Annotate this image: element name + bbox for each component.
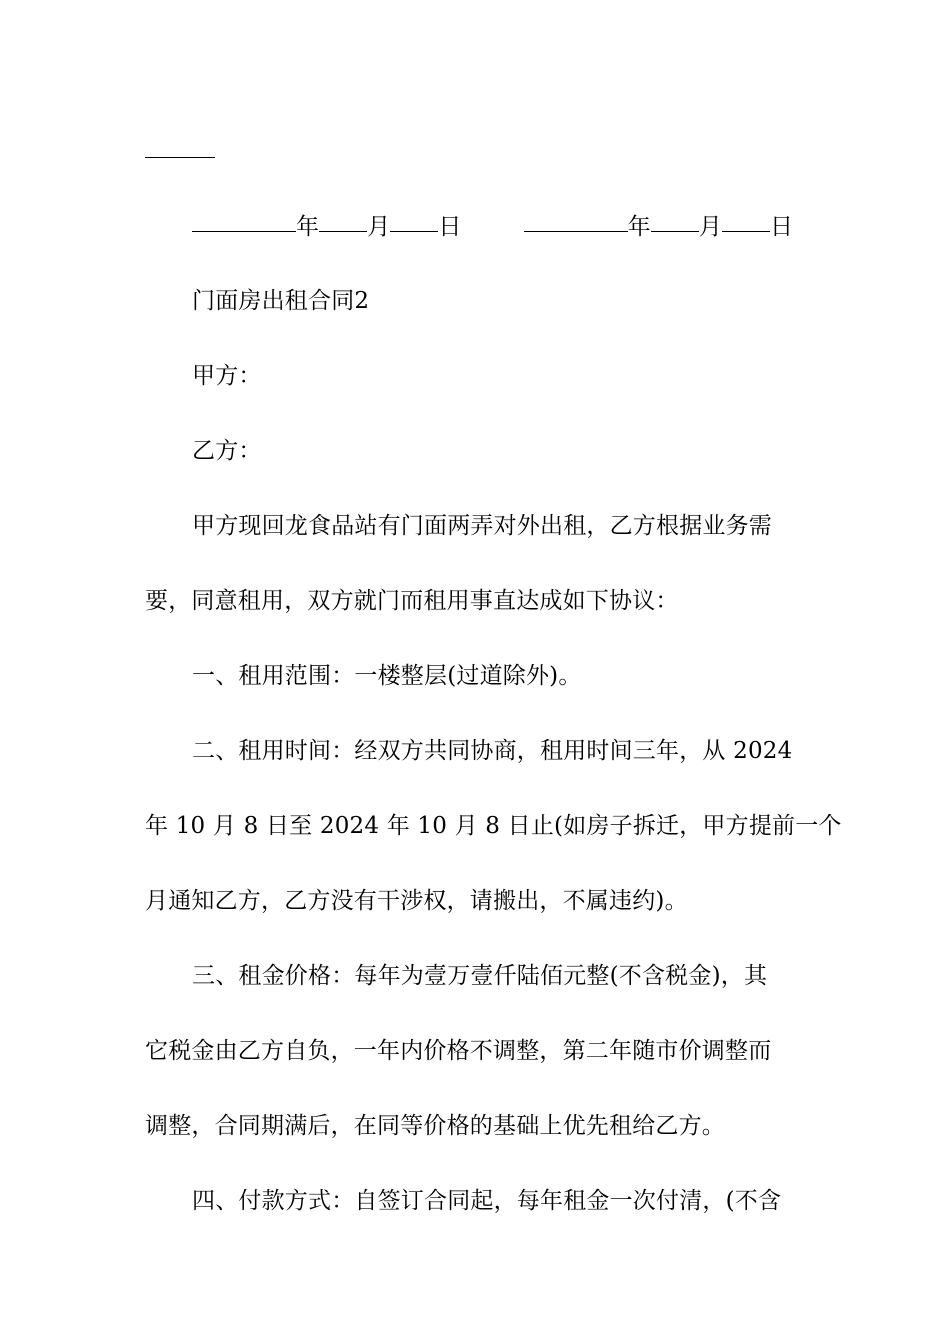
- month-blank: [319, 209, 367, 232]
- year-blank: [524, 209, 628, 232]
- year-label: 年: [627, 214, 651, 240]
- party-b-label: 乙方：: [192, 438, 262, 464]
- body-line: 调整，合同期满后，在同等价格的基础上优先租给乙方。: [145, 1113, 725, 1139]
- body-line: 甲方现回龙食品站有门面两弄对外出租，乙方根据业务需: [192, 513, 772, 539]
- month-blank: [651, 209, 699, 232]
- body-line: 月通知乙方，乙方没有干涉权，请搬出，不属违约)。: [145, 888, 688, 914]
- day-blank: [722, 209, 770, 232]
- year-blank: [192, 209, 296, 232]
- clause-2: 二、租用时间：经双方共同协商，租用时间三年，从 2024: [192, 738, 793, 764]
- clause-3: 三、租金价格：每年为壹万壹仟陆佰元整(不含税金)，其: [192, 963, 768, 989]
- party-a-label: 甲方：: [192, 363, 262, 389]
- year-label: 年: [296, 214, 320, 240]
- body-line: 它税金由乙方自负，一年内价格不调整，第二年随市价调整而: [145, 1038, 772, 1064]
- month-label: 月: [698, 214, 723, 240]
- day-label: 日: [770, 214, 794, 240]
- top-signature-rule: [145, 157, 215, 158]
- day-blank: [390, 209, 438, 232]
- body-line: 年 10 月 8 日至 2024 年 10 月 8 日止(如房子拆迁，甲方提前一个: [145, 813, 842, 839]
- clause-1: 一、租用范围：一楼整层(过道除外)。: [192, 663, 582, 689]
- date-line: [192, 211, 810, 243]
- body-line: 要，同意租用，双方就门而租用事直达成如下协议：: [145, 588, 679, 614]
- month-label: 月: [367, 214, 391, 240]
- clause-4: 四、付款方式：自签订合同起，每年租金一次付清，(不含: [192, 1188, 782, 1214]
- day-label: 日: [438, 214, 462, 240]
- document-title: 门面房出租合同2: [192, 288, 370, 314]
